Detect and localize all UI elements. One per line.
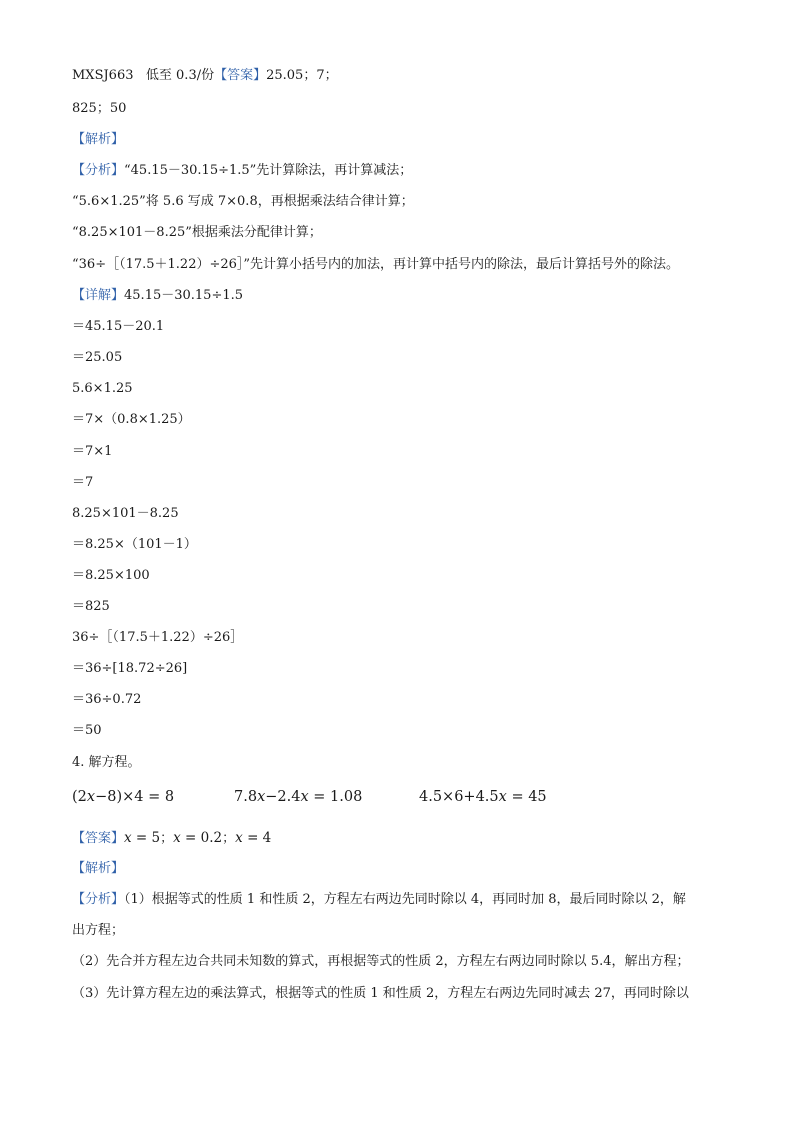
fenxi-4-line-4: （3）先计算方程左边的乘法算式，根据等式的性质 1 和性质 2，方程左右两边先同时减去 27，再同时除以: [72, 986, 689, 1001]
calc-step: ＝45.15－20.1: [72, 319, 165, 334]
calc-step: ＝825: [72, 599, 110, 614]
calc-step: 36÷［（17.5＋1.22）÷26］: [72, 630, 244, 645]
calc-step: ＝25.05: [72, 350, 123, 365]
fenxi-4-line-1: 【分析】（1）根据等式的性质 1 和性质 2，方程左右两边先同时除以 4，再同时加 8，最后同时除以 2，解: [72, 892, 686, 907]
xiangjie-tag: 【详解】: [72, 288, 125, 303]
answer-values-line2: 825；50: [72, 101, 127, 116]
answer-tag: 【答案】: [214, 68, 267, 83]
equation-3: 4.5×6+4.5x = 45: [419, 789, 547, 805]
calc-step: ＝8.25×100: [72, 568, 150, 583]
watermark-code: MXSJ663: [72, 68, 134, 83]
fenxi-line-4: “36÷［（17.5＋1.22）÷26］”先计算小括号内的加法，再计算中括号内的除法，最后计算括号外的除法。: [72, 257, 680, 272]
answer-values: 25.05；7；: [266, 68, 338, 83]
fenxi-tag-4: 【分析】: [72, 892, 125, 907]
calc-step: ＝36÷[18.72÷26]: [72, 661, 188, 676]
fenxi-line-3: “8.25×101－8.25”根据乘法分配律计算；: [72, 225, 322, 240]
fenxi-4-line-2: 出方程；: [72, 923, 125, 938]
calc-step: ＝7×（0.8×1.25）: [72, 412, 191, 427]
fenxi-line-1: 【分析】“45.15－30.15÷1.5”先计算除法，再计算减法；: [72, 163, 413, 178]
question-4-title: 4. 解方程。: [72, 755, 141, 770]
equation-1: (2x−8)×4 = 8: [72, 789, 175, 805]
calc-step: ＝8.25×（101－1）: [72, 537, 197, 552]
calc-step: 8.25×101－8.25: [72, 506, 179, 521]
calc-step: ＝7: [72, 475, 94, 490]
watermark-text: 低至 0.3/份: [145, 68, 215, 83]
calc-step: 5.6×1.25: [72, 381, 133, 396]
equation-2: 7.8x−2.4x = 1.08: [234, 789, 363, 805]
answer-line-4: 【答案】x = 5；x = 0.2；x = 4: [72, 830, 272, 846]
jiexi-tag: 【解析】: [72, 132, 125, 147]
fenxi-line-2: “5.6×1.25”将 5.6 写成 7×0.8，再根据乘法结合律计算；: [72, 194, 414, 209]
calc-step: ＝36÷0.72: [72, 692, 142, 707]
answer-header-line: [72, 67, 338, 85]
fenxi-tag: 【分析】: [72, 163, 125, 178]
fenxi-4-line-3: （2）先合并方程左边合共同未知数的算式，再根据等式的性质 2，方程左右两边同时除以 5.4，解出方程；: [72, 954, 690, 969]
jiexi-tag-4: 【解析】: [72, 861, 125, 876]
calc-step: ＝50: [72, 723, 102, 738]
answer-tag-4: 【答案】: [72, 831, 125, 846]
xiangjie-line: 【详解】45.15－30.15÷1.5: [72, 288, 244, 303]
calc-step: ＝7×1: [72, 444, 113, 459]
